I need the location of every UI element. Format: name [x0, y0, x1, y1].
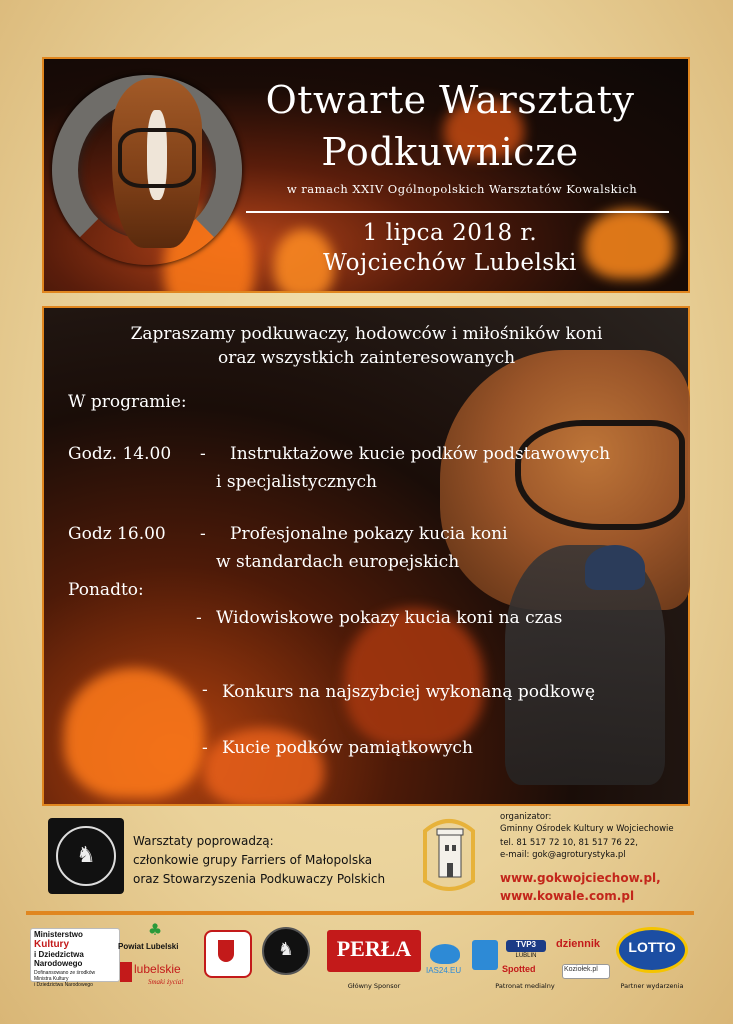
ias-logo-icon [430, 944, 460, 964]
item2-text-cont: w standardach europejskich [216, 552, 460, 572]
website-link-1[interactable]: www.gokwojciechow.pl, [500, 871, 661, 885]
org-email: e-mail: gok@agroturystyka.pl [500, 850, 626, 860]
ministry-line2: Kultury [34, 939, 69, 950]
title-divider [246, 211, 669, 213]
extra3-text: Kucie podków pamiątkowych [222, 738, 473, 758]
castle-logo [415, 811, 483, 897]
seal-horse-icon: ♞ [277, 939, 295, 960]
ministry-note2: Ministra Kultury [34, 976, 69, 982]
item2-time: Godz 16.00 [68, 524, 166, 544]
program-heading: W programie: [68, 392, 187, 412]
lotto-text: LOTTO [628, 939, 676, 955]
gmina-shield-icon [218, 940, 234, 962]
powiat-label: Powiat Lubelski [118, 942, 179, 951]
led-by-line2: członkowie grupy Farriers of Małopolska [133, 853, 373, 867]
event-place: Wojciechów Lubelski [323, 250, 577, 276]
website-link-2[interactable]: www.kowale.com.pl [500, 889, 635, 903]
ministry-note1: Dofinansowano ze środków [34, 970, 96, 976]
item2-text: Profesjonalne pokazy kucia koni [230, 524, 508, 544]
led-by-line1: Warsztaty poprowadzą: [133, 834, 274, 848]
item1-text-cont: i specjalistycznych [216, 472, 377, 492]
horse-icon: ♞ [76, 843, 96, 868]
subtitle: w ramach XXIV Ogólnopolskich Warsztatów Kowalskich [286, 182, 638, 196]
footer-divider [26, 911, 694, 915]
lubelskie-tagline: Smaki życia! [148, 978, 184, 986]
invite-line1: Zapraszamy podkuwaczy, hodowców i miłośników koni [130, 324, 603, 344]
org-tel: tel. 81 517 72 10, 81 517 76 22, [500, 838, 638, 848]
page-title-line1: Otwarte Warsztaty [265, 78, 635, 122]
also-heading: Ponadto: [68, 580, 144, 600]
ministry-line1: Ministerstwo [34, 930, 83, 939]
item1-time: Godz. 14.00 [68, 444, 172, 464]
dziennik-logo: dziennik [556, 938, 601, 950]
lubelskie-logo: lubelskie [134, 962, 181, 976]
extra3-dash: - [202, 738, 208, 758]
page-title-line2: Podkuwnicze [321, 130, 579, 174]
extra2-dash: - [202, 680, 208, 700]
led-by-line3: oraz Stowarzyszenia Podkuwaczy Polskich [133, 872, 386, 886]
fire-glow [344, 608, 484, 748]
koziolek-text: Koziołek.pl [564, 966, 598, 973]
event-date: 1 lipca 2018 r. [362, 220, 538, 246]
farrier-cap [585, 545, 645, 590]
media-patron-label: Patronat medialny [495, 982, 555, 990]
extra1-text: Widowiskowe pokazy kucia koni na czas [216, 608, 563, 628]
ias-logo: IAS24.EU [426, 966, 462, 975]
org-name: Gminny Ośrodek Kultury w Wojciechowie [500, 824, 674, 834]
spotted-logo: Spotted [502, 964, 536, 974]
harness-image [515, 420, 685, 530]
ministry-line4: Narodowego [34, 959, 83, 968]
extra1-dash: - [196, 608, 202, 628]
ministry-note3: i Dziedzictwa Narodowego [34, 982, 93, 988]
invite-line2: oraz wszystkich zainteresowanych [217, 348, 516, 368]
radio-lublin-logo [472, 940, 498, 970]
powiat-crest-icon: ♣ [147, 920, 163, 939]
org-label: organizator: [500, 812, 552, 822]
item1-text: Instruktażowe kucie podków podstawowych [230, 444, 611, 464]
fire-glow [64, 668, 204, 798]
item2-dash: - [200, 524, 206, 544]
extra2-text: Konkurs na najszybciej wykonaną podkowę [222, 682, 596, 702]
perla-text: PERŁA [336, 936, 412, 961]
main-sponsor-label: Główny Sponsor [347, 982, 401, 990]
lubelskie-mark-icon [120, 962, 132, 982]
event-partner-label: Partner wydarzenia [620, 982, 684, 990]
tvp3-text: TVP3 [515, 940, 536, 949]
ministry-line3: i Dziedzictwa [34, 950, 84, 959]
tvp3-city: LUBLIN [515, 953, 537, 959]
bridle-image [118, 128, 196, 188]
item1-dash: - [200, 444, 206, 464]
